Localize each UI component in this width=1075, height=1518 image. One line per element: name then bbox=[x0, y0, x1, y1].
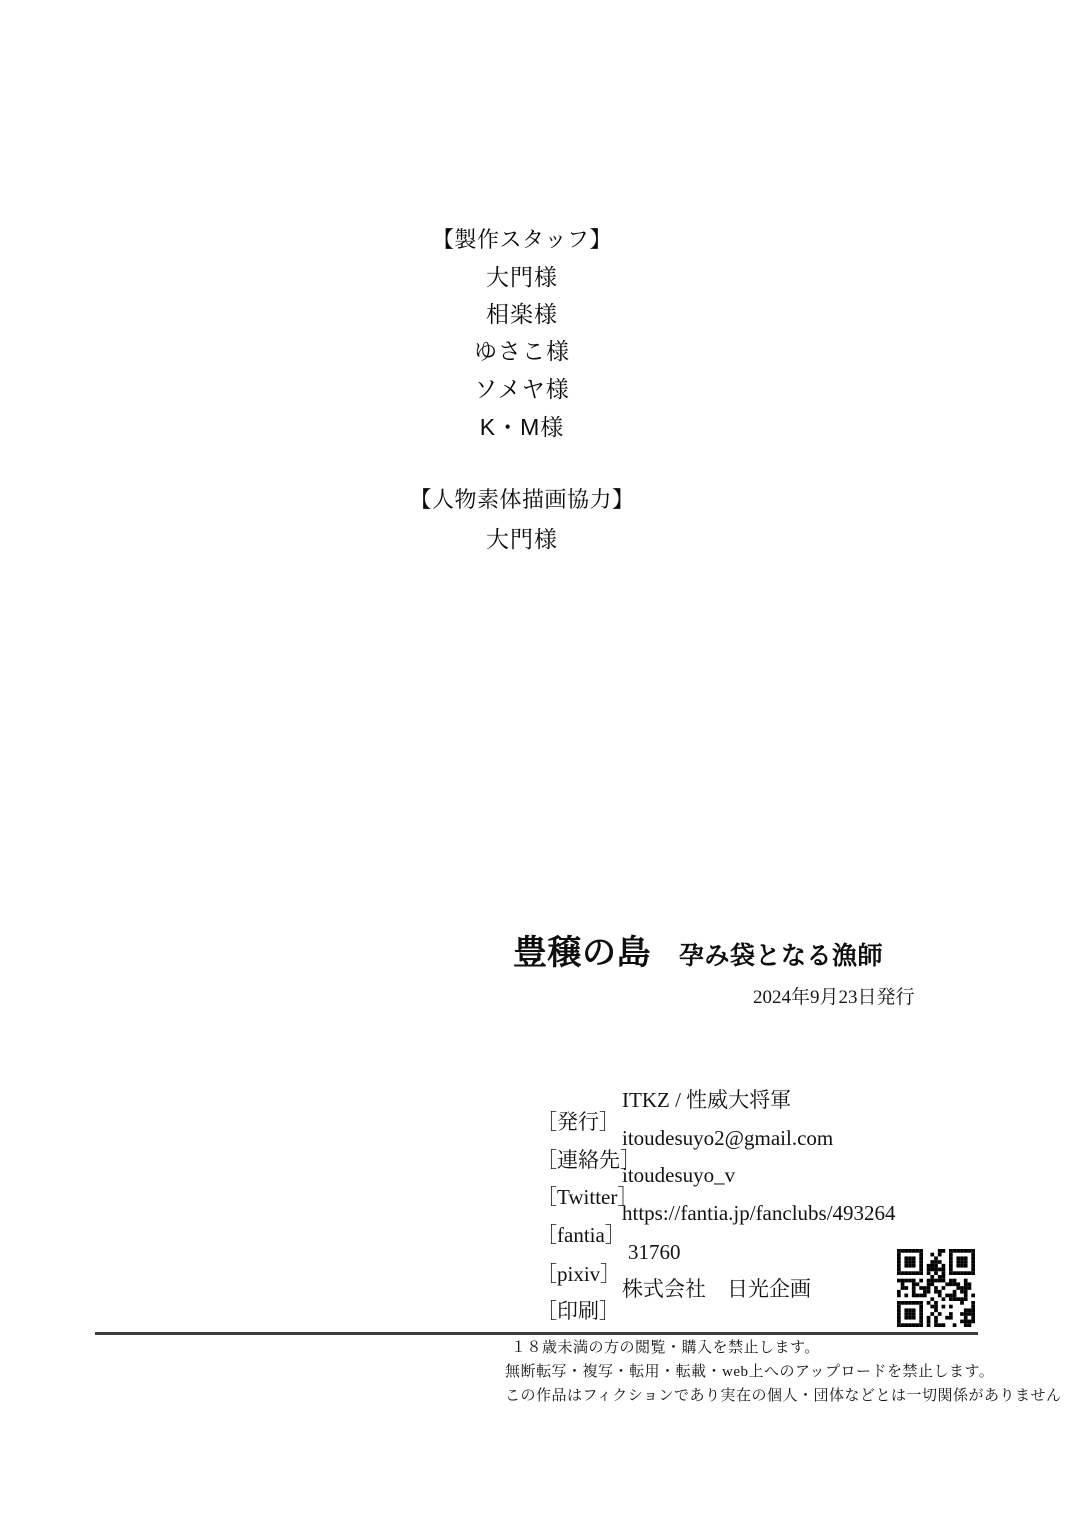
colophon-value: 株式会社 日光企画 bbox=[622, 1277, 811, 1301]
colophon-value: ITKZ / 性威大将軍 bbox=[622, 1088, 792, 1112]
colophon-label: ［pixiv］ bbox=[536, 1262, 622, 1287]
colophon-label: ［fantia］ bbox=[536, 1223, 626, 1248]
staff-member-name: ゆさこ様 bbox=[474, 338, 570, 364]
staff-member-name: ソメヤ様 bbox=[474, 376, 570, 402]
assist-member-name: 大門様 bbox=[486, 526, 558, 552]
staff-section-title: 【製作スタッフ】 bbox=[431, 227, 612, 252]
colophon-label: ［連絡先］ bbox=[536, 1148, 641, 1173]
colophon-row bbox=[515, 1277, 811, 1324]
colophon-row bbox=[515, 1201, 896, 1248]
colophon-label: ［Twitter］ bbox=[536, 1185, 639, 1210]
colophon-label: ［発行］ bbox=[536, 1110, 620, 1135]
staff-member-name: 相楽様 bbox=[486, 301, 558, 327]
publish-date: 2024年9月23日発行 bbox=[753, 987, 915, 1008]
colophon-value: itoudesuyo_v bbox=[622, 1163, 736, 1187]
colophon-row bbox=[515, 1088, 792, 1135]
divider-line bbox=[95, 1332, 978, 1335]
colophon-value: 31760 bbox=[628, 1240, 681, 1264]
colophon-row bbox=[515, 1240, 681, 1287]
colophon-row bbox=[515, 1126, 834, 1173]
qr-code bbox=[897, 1249, 975, 1327]
book-title: 豊穣の島 bbox=[513, 935, 651, 972]
book-title-row bbox=[513, 936, 883, 972]
colophon-label: ［印刷］ bbox=[536, 1299, 620, 1324]
assist-section-title: 【人物素体描画協力】 bbox=[409, 487, 635, 512]
staff-member-name: 大門様 bbox=[486, 264, 558, 290]
colophon-value: itoudesuyo2@gmail.com bbox=[622, 1126, 834, 1150]
notice-line: 無断転写・複写・転用・転載・web上へのアップロードを禁止します。 bbox=[505, 1364, 995, 1380]
staff-member-name: K・M様 bbox=[479, 414, 565, 440]
notice-line: この作品はフィクションであり実在の個人・団体などとは一切関係がありません bbox=[505, 1388, 1062, 1404]
colophon-row bbox=[515, 1163, 736, 1210]
notice-line: １８歳未満の方の閲覧・購入を禁止します。 bbox=[511, 1340, 820, 1356]
colophon-value: https://fantia.jp/fanclubs/493264 bbox=[622, 1201, 896, 1225]
book-subtitle: 孕み袋となる漁師 bbox=[679, 943, 884, 970]
